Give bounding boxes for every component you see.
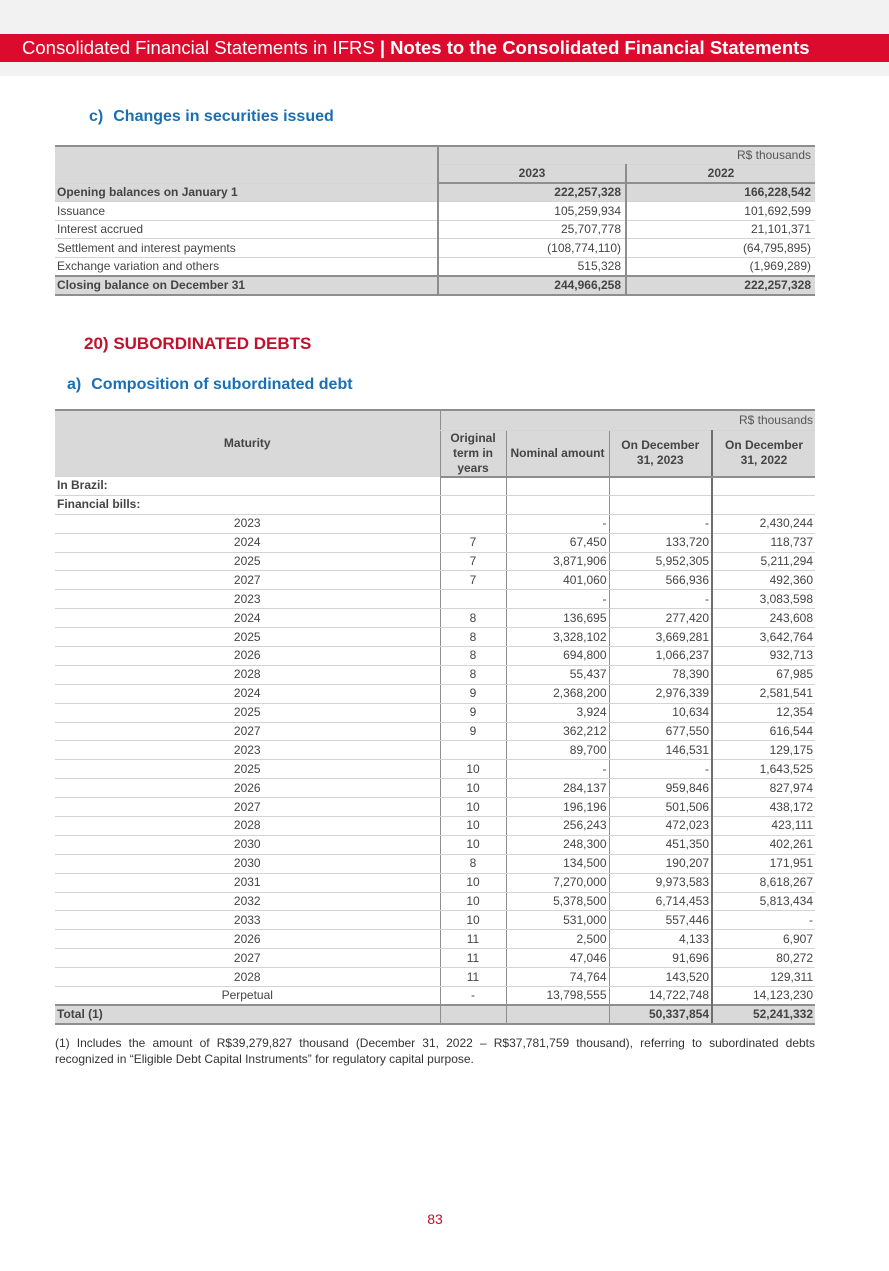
table-row — [55, 741, 815, 760]
table2-total-row — [55, 1005, 815, 1024]
table-row — [55, 798, 815, 817]
header-nominal: Nominal amount — [506, 430, 609, 477]
maturity-cell: 2023 — [55, 741, 440, 760]
value-2022: (1,969,289) — [626, 258, 815, 277]
total-dec-2023: 50,337,854 — [609, 1005, 712, 1024]
maturity-cell: 2033 — [55, 911, 440, 930]
table-row — [55, 854, 815, 873]
term-cell: 10 — [440, 835, 506, 854]
row-label: Opening balances on January 1 — [55, 183, 438, 202]
dec-2023-cell: 10,634 — [609, 703, 712, 722]
dec-2023-cell: - — [609, 514, 712, 533]
term-cell: 8 — [440, 647, 506, 666]
term-cell: 10 — [440, 911, 506, 930]
header-right: Notes to the Consolidated Financial Statements — [390, 37, 810, 58]
nominal-cell: 67,450 — [506, 533, 609, 552]
term-cell — [440, 590, 506, 609]
maturity-cell: 2028 — [55, 817, 440, 836]
dec-2022-cell: 14,123,230 — [712, 987, 815, 1006]
maturity-cell: 2025 — [55, 760, 440, 779]
term-cell: 9 — [440, 703, 506, 722]
nominal-cell: 55,437 — [506, 665, 609, 684]
term-cell: 10 — [440, 798, 506, 817]
table-row — [55, 949, 815, 968]
header-maturity: Maturity — [55, 410, 440, 477]
table-row — [55, 968, 815, 987]
table1-year-2023: 2023 — [438, 165, 626, 184]
maturity-cell: 2023 — [55, 590, 440, 609]
nominal-cell: 284,137 — [506, 779, 609, 798]
table-row — [55, 533, 815, 552]
dec-2022-cell: 6,907 — [712, 930, 815, 949]
dec-2022-cell: 827,974 — [712, 779, 815, 798]
dec-2023-cell: 9,973,583 — [609, 873, 712, 892]
nominal-cell: 134,500 — [506, 854, 609, 873]
dec-2023-cell: 501,506 — [609, 798, 712, 817]
row-label: Interest accrued — [55, 220, 438, 239]
nominal-cell: 3,871,906 — [506, 552, 609, 571]
nominal-cell: 531,000 — [506, 911, 609, 930]
term-cell — [440, 741, 506, 760]
term-cell: 9 — [440, 722, 506, 741]
dec-2023-cell: 78,390 — [609, 665, 712, 684]
nominal-cell: 5,378,500 — [506, 892, 609, 911]
nominal-cell: - — [506, 760, 609, 779]
maturity-cell: 2026 — [55, 647, 440, 666]
term-cell: 7 — [440, 571, 506, 590]
nominal-cell: 13,798,555 — [506, 987, 609, 1006]
term-cell: 11 — [440, 949, 506, 968]
dec-2023-cell: 14,722,748 — [609, 987, 712, 1006]
term-cell: 7 — [440, 533, 506, 552]
table-row — [55, 722, 815, 741]
dec-2022-cell: 5,813,434 — [712, 892, 815, 911]
maturity-cell: 2032 — [55, 892, 440, 911]
value-2023: 244,966,258 — [438, 276, 626, 295]
table-row — [55, 628, 815, 647]
maturity-cell: 2030 — [55, 835, 440, 854]
maturity-cell: 2024 — [55, 684, 440, 703]
section-c-text: Changes in securities issued — [113, 108, 334, 125]
maturity-cell: 2026 — [55, 779, 440, 798]
total-label: Total (1) — [55, 1005, 440, 1024]
table-row — [55, 571, 815, 590]
dec-2022-cell: 12,354 — [712, 703, 815, 722]
dec-2023-cell: - — [609, 590, 712, 609]
value-2022: 21,101,371 — [626, 220, 815, 239]
section-c-label: c) — [89, 108, 104, 125]
dec-2023-cell: 146,531 — [609, 741, 712, 760]
dec-2023-cell: 557,446 — [609, 911, 712, 930]
nominal-cell: - — [506, 514, 609, 533]
nominal-cell: 47,046 — [506, 949, 609, 968]
maturity-cell: 2026 — [55, 930, 440, 949]
table-row — [55, 703, 815, 722]
section-a-title — [67, 376, 353, 394]
maturity-cell: 2027 — [55, 798, 440, 817]
maturity-cell: 2027 — [55, 722, 440, 741]
dec-2023-cell: 1,066,237 — [609, 647, 712, 666]
value-2023: 222,257,328 — [438, 183, 626, 202]
row-label: Exchange variation and others — [55, 258, 438, 277]
table-row — [55, 665, 815, 684]
dec-2022-cell: 3,642,764 — [712, 628, 815, 647]
table-row — [55, 873, 815, 892]
maturity-cell: 2024 — [55, 609, 440, 628]
maturity-cell: 2025 — [55, 703, 440, 722]
nominal-cell: 2,368,200 — [506, 684, 609, 703]
maturity-cell: 2025 — [55, 628, 440, 647]
value-2023: 25,707,778 — [438, 220, 626, 239]
dec-2022-cell: 438,172 — [712, 798, 815, 817]
dec-2022-cell: 118,737 — [712, 533, 815, 552]
nominal-cell: 248,300 — [506, 835, 609, 854]
dec-2022-cell: 243,608 — [712, 609, 815, 628]
table1-corner — [55, 146, 438, 183]
nominal-cell: 196,196 — [506, 798, 609, 817]
table-row — [55, 647, 815, 666]
maturity-cell: 2025 — [55, 552, 440, 571]
group-in-brazil: In Brazil: — [55, 477, 440, 496]
dec-2022-cell: 2,581,541 — [712, 684, 815, 703]
maturity-cell: 2027 — [55, 571, 440, 590]
value-2022: (64,795,895) — [626, 239, 815, 258]
row-label: Closing balance on December 31 — [55, 276, 438, 295]
dec-2023-cell: 133,720 — [609, 533, 712, 552]
dec-2023-cell: 451,350 — [609, 835, 712, 854]
total-dec-2022: 52,241,332 — [712, 1005, 815, 1024]
table1-row — [55, 258, 815, 277]
footnote: (1) Includes the amount of R$39,279,827 thousand (December 31, 2022 – R$37,781,759 thousand), referring to subordinated debts recognized in “Eligible Debt Capital Instruments” for regulatory capital purpose. — [55, 1036, 815, 1066]
section-c-title — [89, 108, 334, 126]
term-cell: 8 — [440, 609, 506, 628]
maturity-cell: 2023 — [55, 514, 440, 533]
table-row — [55, 892, 815, 911]
table1-row — [55, 220, 815, 239]
group-financial-bills: Financial bills: — [55, 495, 440, 514]
dec-2022-cell: 423,111 — [712, 817, 815, 836]
value-2023: 105,259,934 — [438, 202, 626, 221]
maturity-cell: 2031 — [55, 873, 440, 892]
term-cell: 11 — [440, 930, 506, 949]
term-cell: 8 — [440, 628, 506, 647]
table1-row — [55, 276, 815, 295]
page-header — [0, 34, 889, 62]
page-number: 83 — [427, 1211, 443, 1227]
table-row — [55, 911, 815, 930]
header-underband — [0, 62, 889, 76]
table1-row — [55, 183, 815, 202]
term-cell: 7 — [440, 552, 506, 571]
table-row — [55, 590, 815, 609]
subordinated-debt-table — [55, 409, 815, 1025]
header-dec-2022: On December 31, 2022 — [712, 430, 815, 477]
dec-2022-cell: 616,544 — [712, 722, 815, 741]
table-row — [55, 779, 815, 798]
nominal-cell: 2,500 — [506, 930, 609, 949]
value-2022: 166,228,542 — [626, 183, 815, 202]
table-row — [55, 760, 815, 779]
section-20-text: SUBORDINATED DEBTS — [113, 334, 312, 353]
dec-2023-cell: 143,520 — [609, 968, 712, 987]
section-a-text: Composition of subordinated debt — [91, 376, 353, 393]
dec-2022-cell: 80,272 — [712, 949, 815, 968]
table-row — [55, 684, 815, 703]
maturity-cell: 2028 — [55, 665, 440, 684]
securities-issued-table — [55, 145, 815, 296]
maturity-cell: Perpetual — [55, 987, 440, 1006]
table-row — [55, 835, 815, 854]
dec-2022-cell: 3,083,598 — [712, 590, 815, 609]
maturity-cell: 2030 — [55, 854, 440, 873]
dec-2022-cell: 932,713 — [712, 647, 815, 666]
table1-row — [55, 239, 815, 258]
nominal-cell: 136,695 — [506, 609, 609, 628]
term-cell: 8 — [440, 854, 506, 873]
dec-2022-cell: 8,618,267 — [712, 873, 815, 892]
dec-2022-cell: 171,951 — [712, 854, 815, 873]
maturity-cell: 2024 — [55, 533, 440, 552]
dec-2022-cell: - — [712, 911, 815, 930]
maturity-cell: 2028 — [55, 968, 440, 987]
term-cell: 10 — [440, 779, 506, 798]
term-cell: 8 — [440, 665, 506, 684]
dec-2023-cell: 2,976,339 — [609, 684, 712, 703]
nominal-cell: 7,270,000 — [506, 873, 609, 892]
dec-2023-cell: - — [609, 760, 712, 779]
value-2022: 222,257,328 — [626, 276, 815, 295]
dec-2023-cell: 277,420 — [609, 609, 712, 628]
dec-2023-cell: 959,846 — [609, 779, 712, 798]
dec-2023-cell: 190,207 — [609, 854, 712, 873]
value-2023: (108,774,110) — [438, 239, 626, 258]
table1-year-2022: 2022 — [626, 165, 815, 184]
term-cell: - — [440, 987, 506, 1006]
dec-2022-cell: 129,311 — [712, 968, 815, 987]
value-2022: 101,692,599 — [626, 202, 815, 221]
maturity-cell: 2027 — [55, 949, 440, 968]
nominal-cell: 401,060 — [506, 571, 609, 590]
term-cell: 9 — [440, 684, 506, 703]
dec-2023-cell: 4,133 — [609, 930, 712, 949]
term-cell — [440, 514, 506, 533]
nominal-cell: - — [506, 590, 609, 609]
term-cell: 10 — [440, 760, 506, 779]
top-band — [0, 0, 889, 34]
dec-2023-cell: 566,936 — [609, 571, 712, 590]
nominal-cell: 256,243 — [506, 817, 609, 836]
term-cell: 10 — [440, 892, 506, 911]
term-cell: 10 — [440, 817, 506, 836]
section-20-number: 20) — [84, 334, 109, 353]
table-row — [55, 552, 815, 571]
dec-2022-cell: 402,261 — [712, 835, 815, 854]
dec-2023-cell: 677,550 — [609, 722, 712, 741]
header-dec-2023: On December 31, 2023 — [609, 430, 712, 477]
nominal-cell: 3,924 — [506, 703, 609, 722]
dec-2022-cell: 1,643,525 — [712, 760, 815, 779]
header-separator: | — [379, 37, 386, 58]
table2-unit: R$ thousands — [440, 410, 815, 430]
dec-2022-cell: 492,360 — [712, 571, 815, 590]
dec-2023-cell: 3,669,281 — [609, 628, 712, 647]
dec-2022-cell: 5,211,294 — [712, 552, 815, 571]
dec-2022-cell: 67,985 — [712, 665, 815, 684]
dec-2022-cell: 2,430,244 — [712, 514, 815, 533]
table-row — [55, 930, 815, 949]
term-cell: 11 — [440, 968, 506, 987]
section-a-label: a) — [67, 376, 82, 393]
row-label: Issuance — [55, 202, 438, 221]
table1-unit: R$ thousands — [438, 146, 815, 165]
nominal-cell: 362,212 — [506, 722, 609, 741]
header-term: Original term in years — [440, 430, 506, 477]
header-left: Consolidated Financial Statements in IFRS — [22, 37, 375, 58]
nominal-cell: 3,328,102 — [506, 628, 609, 647]
dec-2023-cell: 472,023 — [609, 817, 712, 836]
dec-2023-cell: 91,696 — [609, 949, 712, 968]
nominal-cell: 74,764 — [506, 968, 609, 987]
row-label: Settlement and interest payments — [55, 239, 438, 258]
table-row — [55, 514, 815, 533]
dec-2023-cell: 5,952,305 — [609, 552, 712, 571]
term-cell: 10 — [440, 873, 506, 892]
table-row — [55, 817, 815, 836]
nominal-cell: 694,800 — [506, 647, 609, 666]
table-row — [55, 609, 815, 628]
dec-2023-cell: 6,714,453 — [609, 892, 712, 911]
nominal-cell: 89,700 — [506, 741, 609, 760]
table-row — [55, 987, 815, 1006]
table1-row — [55, 202, 815, 221]
section-20-title — [84, 334, 311, 354]
value-2023: 515,328 — [438, 258, 626, 277]
dec-2022-cell: 129,175 — [712, 741, 815, 760]
